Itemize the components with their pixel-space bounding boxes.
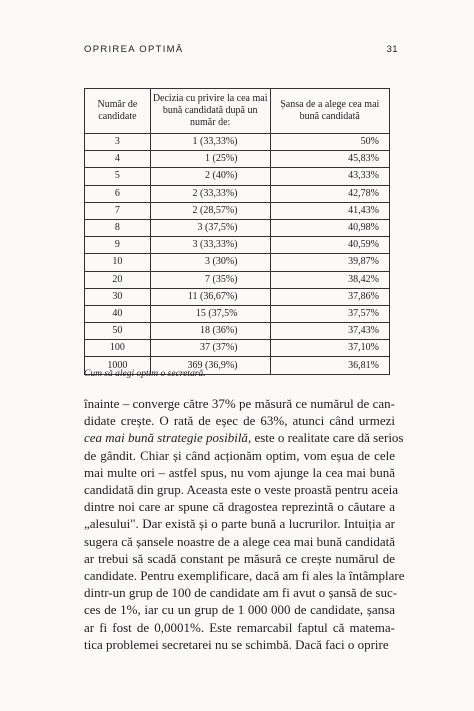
table-row	[85, 271, 390, 288]
cell-candidate-count: 7	[85, 202, 151, 219]
cell-decision-after: 2 (33,33%)	[150, 185, 270, 202]
text-line: „alesului". Dar există și o parte bună a lucrurilor. Intuiția ar	[84, 516, 395, 532]
cell-candidate-count: 30	[85, 288, 151, 305]
table-body	[85, 134, 390, 375]
cell-best-chance: 45,83%	[270, 151, 390, 168]
cell-decision-after: 15 (37,5%	[150, 305, 270, 322]
body-paragraph	[84, 395, 405, 653]
cell-candidate-count: 3	[85, 134, 151, 151]
cell-candidate-count: 20	[85, 271, 151, 288]
cell-best-chance: 42,78%	[270, 185, 390, 202]
running-title: OPRIREA OPTIMĂ	[84, 44, 184, 55]
text-line: tica problemei secretarei nu se schimbă. Dacă faci o oprire	[84, 636, 389, 652]
text-line: candidată din grup. Aceasta este o veste proastă pentru aceia	[84, 482, 399, 498]
table-row	[85, 202, 390, 219]
text-line: ar fi fost de 0,0001%. Este remarcabil faptul că matema-	[84, 619, 395, 635]
emphasis: cea mai bună strategie posibilă	[84, 430, 248, 446]
text-line: ar trebui să scadă constant pe măsură ce crește numărul de	[84, 550, 395, 566]
cell-decision-after: 18 (36%)	[150, 323, 270, 340]
cell-decision-after: 11 (36,67%)	[150, 288, 270, 305]
cell-best-chance: 39,87%	[270, 254, 390, 271]
text-line: ces de 1%, iar cu un grup de 1 000 000 de candidate, șansa	[84, 602, 395, 618]
cell-candidate-count: 1000	[85, 357, 151, 374]
table-row	[85, 237, 390, 254]
cell-decision-after: 2 (28,57%)	[150, 202, 270, 219]
cell-decision-after: 37 (37%)	[150, 340, 270, 357]
cell-decision-after: 1 (33,33%)	[150, 134, 270, 151]
cell-decision-after: 2 (40%)	[150, 168, 270, 185]
text-line: candidate. Pentru exemplificare, dacă am fi ales la întâmplare	[84, 568, 405, 584]
table-row	[85, 288, 390, 305]
cell-decision-after: 3 (33,33%)	[150, 237, 270, 254]
cell-candidate-count: 100	[85, 340, 151, 357]
cell-best-chance: 37,10%	[270, 340, 390, 357]
text-line: înainte – converge către 37% pe măsură ce numărul de can-	[84, 396, 395, 411]
text-line: dintre noi care ar spune că dragostea reprezintă o căutare a	[84, 499, 395, 515]
results-table	[84, 88, 390, 375]
cell-candidate-count: 6	[85, 185, 151, 202]
cell-best-chance: 37,86%	[270, 288, 390, 305]
text-line: sugera că șansele noastre de a alege cea mai bună candidată	[84, 533, 395, 549]
text-line: de gândit. Chiar și când acționăm optim, vom eșua de cele	[84, 447, 395, 463]
cell-candidate-count: 4	[85, 151, 151, 168]
cell-decision-after: 3 (30%)	[150, 254, 270, 271]
cell-best-chance: 40,59%	[270, 237, 390, 254]
cell-candidate-count: 10	[85, 254, 151, 271]
cell-candidate-count: 40	[85, 305, 151, 322]
cell-best-chance: 40,98%	[270, 219, 390, 236]
table-row	[85, 340, 390, 357]
cell-candidate-count: 8	[85, 219, 151, 236]
table-row	[85, 134, 390, 151]
body-text	[84, 395, 405, 653]
cell-best-chance: 50%	[270, 134, 390, 151]
cell-candidate-count: 5	[85, 168, 151, 185]
table-header-row	[85, 89, 390, 134]
table-caption: Cum să alegi optim o secretară.	[84, 369, 206, 379]
cell-decision-after: 369 (36,9%)	[150, 357, 270, 374]
cell-candidate-count: 9	[85, 237, 151, 254]
text-line: cea mai bună strategie posibilă, este o realitate care dă serios	[84, 430, 404, 446]
table-row	[85, 323, 390, 340]
cell-best-chance: 41,43%	[270, 202, 390, 219]
header-candidate-count: Număr de candidate	[85, 89, 151, 134]
cell-candidate-count: 50	[85, 323, 151, 340]
header-best-chance: Șansa de a alege cea mai bună candidată	[270, 89, 390, 134]
header-decision-after: Decizia cu privire la cea mai bună candidată după un număr de:	[150, 89, 270, 134]
cell-best-chance: 36,81%	[270, 357, 390, 374]
table-row	[85, 168, 390, 185]
page-number: 31	[386, 44, 398, 55]
table-row	[85, 185, 390, 202]
text-line: didate crește. O rată de eșec de 63%, atunci când urmezi	[84, 413, 395, 429]
table-row	[85, 151, 390, 168]
table-row	[85, 254, 390, 271]
cell-best-chance: 37,57%	[270, 305, 390, 322]
cell-best-chance: 38,42%	[270, 271, 390, 288]
running-head	[84, 44, 398, 55]
table-row	[85, 219, 390, 236]
cell-best-chance: 37,43%	[270, 323, 390, 340]
text-line: mai multe ori – astfel spus, nu vom ajunge la cea mai bună	[84, 464, 395, 480]
cell-decision-after: 3 (37,5%)	[150, 219, 270, 236]
cell-best-chance: 43,33%	[270, 168, 390, 185]
cell-decision-after: 1 (25%)	[150, 151, 270, 168]
text-line: dintr-un grup de 100 de candidate am fi avut o șansă de suc-	[84, 585, 398, 601]
cell-decision-after: 7 (35%)	[150, 271, 270, 288]
table-row	[85, 305, 390, 322]
